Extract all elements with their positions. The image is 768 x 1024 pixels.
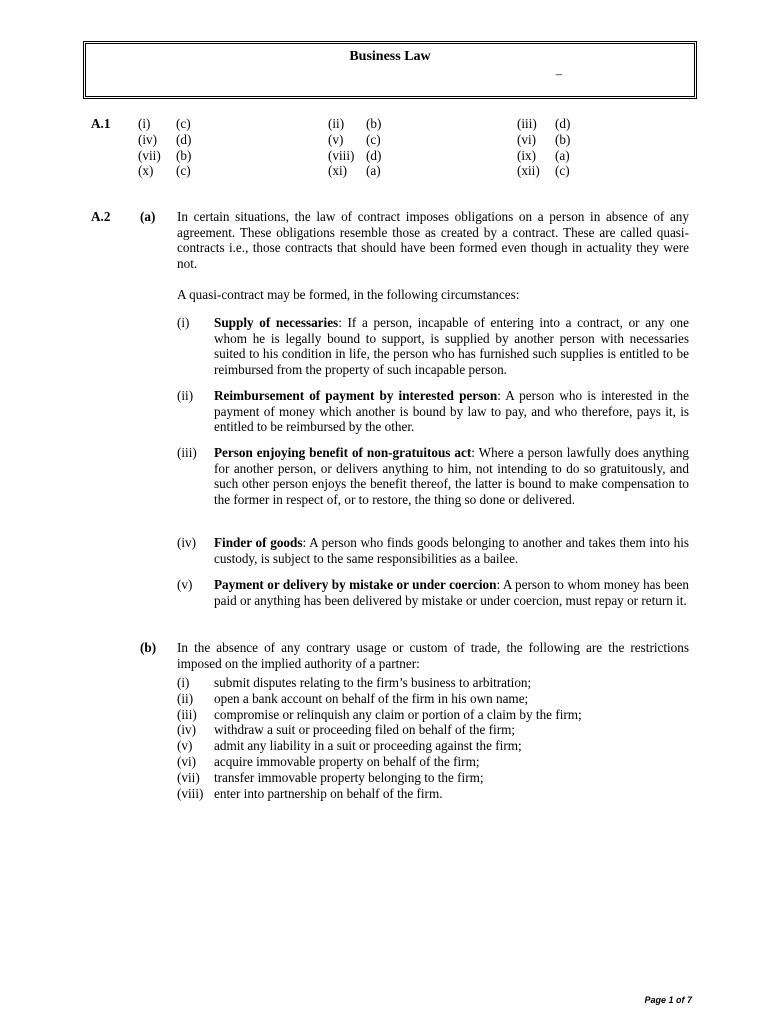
answer-item: (ix) (a) [517,147,570,163]
part-a-letter: (a) [140,209,156,224]
answer-item: (x) (c) [138,163,191,179]
answer-a1-label: A.1 [91,116,111,131]
header-dash: – [555,66,563,81]
part-a-lead: A quasi-contract may be formed, in the following circumstances: [177,287,520,302]
part-b-intro: In the absence of any contrary usage or custom of trade, the following are the restrictions imposed on the implied authority of a partner: [177,640,689,671]
quasi-contract-point: (i) Supply of necessaries: If a person, incapable of entering into a contract, or any one whom he is legally bound to support, is supplied by another person with necessaries suited to his condition in life, the person who has furnished such supplies is entitled to be reimbursed from the property of such incapable person. [177,315,690,377]
answer-item: (xi) (a) [328,163,381,179]
part-b-letter: (b) [140,640,157,655]
page-number: Page 1 of 7 [644,995,692,1005]
part-a-intro: In certain situations, the law of contract imposes obligations on a person in absence of any agreement. These obligations resemble those as created by a contract. These are called quasi-contracts i.e., those contracts that should have been formed even though in actuality they were not. [177,209,689,271]
quasi-contract-point: (iv) Finder of goods: A person who finds goods belonging to another and takes them into his custody, is subject to the same responsibilities as a bailee. [177,535,690,566]
list-item: (i) submit disputes relating to the firm’s business to arbitration; [177,675,532,690]
answer-item: (vi) (b) [517,131,571,147]
answer-item: (ii) (b) [328,116,382,131]
list-item: (vi) acquire immovable property on behalf of the firm; [177,753,480,769]
answer-item: (xii) (c) [517,163,570,179]
partner-restrictions-list [177,675,689,801]
document-title: Business Law [349,49,431,64]
list-item: (ii) open a bank account on behalf of the firm in his own name; [177,690,529,706]
list-item: (v) admit any liability in a suit or proceeding against the firm; [177,738,522,754]
quasi-contract-point: (iii) Person enjoying benefit of non-gratuitous act: Where a person lawfully does anything for another person, or delivers anything to him, not intending to do so gratuitously, and such other person enjoys the benefit thereof, the latter is bound to make compensation to the former in respect of, or to restore, the thing so done or delivered. [177,445,689,507]
list-item: (viii) enter into partnership on behalf of the firm. [177,785,443,801]
quasi-contract-point: (ii) Reimbursement of payment by interested person: A person who is interested in the payment of money which another is bound by law to pay, and who therefore, pays it, is entitled to be reimbursed by the other. [177,388,689,434]
answer-item: (i) (c) [138,116,191,131]
answer-item: (viii) (d) [328,147,382,163]
header-box [85,43,695,97]
answer-item: (vii) (b) [138,147,192,163]
answer-item: (iii) (d) [517,116,571,131]
answer-a2-label: A.2 [91,209,111,224]
quasi-contract-point: (v) Payment or delivery by mistake or under coercion: A person to whom money has been paid or anything has been delivered by mistake or under coercion, must repay or return it. [177,577,689,608]
list-item: (iv) withdraw a suit or proceeding filed on behalf of the firm; [177,722,516,738]
answer-item: (iv) (d) [138,131,192,147]
answer-grid [138,116,638,180]
list-item: (vii) transfer immovable property belonging to the firm; [177,769,484,785]
list-item: (iii) compromise or relinquish any claim or portion of a claim by the firm; [177,706,582,722]
answer-item: (v) (c) [328,131,381,147]
